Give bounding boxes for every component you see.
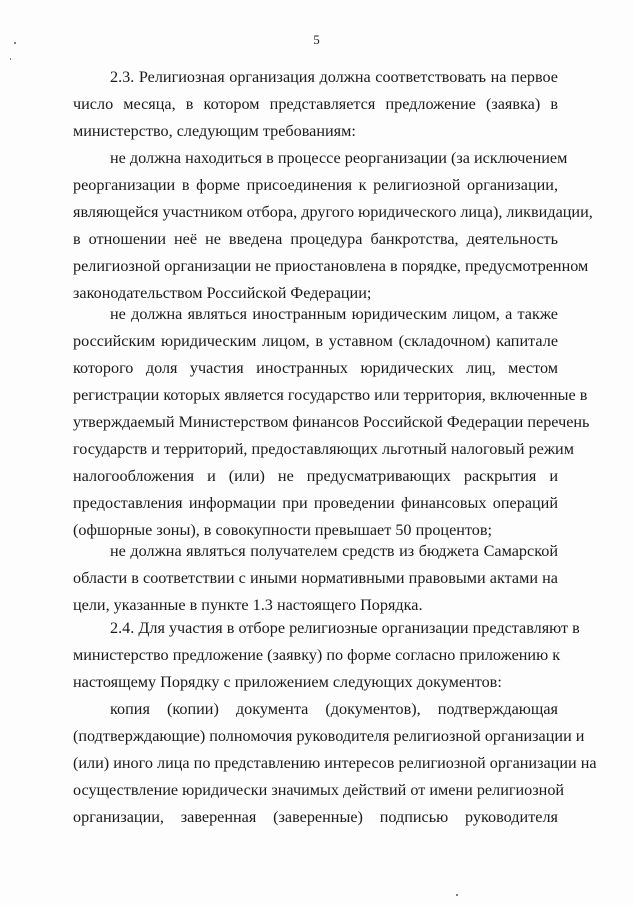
text-line: цели, указанные в пункте 1.3 настоящего Порядка. [73,596,423,614]
text-line: которого доля участия иностранных юридических лиц, местом [73,359,558,377]
text-line: не должна являться получателем средств из бюджета Самарской [110,542,558,560]
text-line: предоставления информации при проведении финансовых операций [73,494,558,512]
text-line: (офшорные зоны), в совокупности превышает 50 процентов; [73,521,493,539]
text-line: копия (копии) документа (документов), подтверждающая [110,700,558,718]
text-line: религиозной организации не приостановлена в порядке, предусмотренном [73,257,589,275]
text-line: настоящему Порядку с приложением следующих документов: [73,673,502,691]
text-line: министерство, следующим требованиям: [73,122,356,140]
text-line: число месяца, в котором представляется предложение (заявка) в [73,95,558,113]
page-number: 5 [313,32,320,47]
text-line: российским юридическим лицом, в уставном (складочном) капитале [73,332,558,350]
text-line: организации, заверенная (заверенные) подписью руководителя [73,808,558,826]
text-line: утверждаемый Министерством финансов Российской Федерации перечень [73,413,590,431]
text-line: осуществление юридически значимых действий от имени религиозной [73,781,565,799]
scan-speck [456,894,458,896]
text-line: министерство предложение (заявку) по форме согласно приложению к [73,646,561,664]
text-line: государств и территорий, предоставляющих льготный налоговый режим [73,440,574,458]
text-line: (подтверждающие) полномочия руководителя религиозной организации и [73,727,585,745]
text-line: в отношении неё не введена процедура банкротства, деятельность [73,230,558,248]
text-line: регистрации которых является государство или территория, включенные в [73,386,588,404]
text-line: области в соответствии с иными нормативными правовыми актами на [73,569,558,587]
text-line: реорганизации в форме присоединения к религиозной организации, [73,176,558,194]
text-line: законодательством Российской Федерации; [73,284,372,302]
text-line: не должна являться иностранным юридическим лицом, а также [110,305,558,323]
text-line: налогообложения и (или) не предусматривающих раскрытия и [73,467,558,485]
text-line: (или) иного лица по представлению интересов религиозной организации на [73,754,597,772]
text-line: 2.4. Для участия в отборе религиозные организации представляют в [110,619,580,637]
scan-speck [14,42,16,44]
text-line: не должна находиться в процессе реорганизации (за исключением [110,149,568,167]
scan-speck [10,58,11,60]
text-line: являющейся участником отбора, другого юридического лица), ликвидации, [73,203,593,221]
text-line: 2.3. Религиозная организация должна соответствовать на первое [110,68,558,86]
